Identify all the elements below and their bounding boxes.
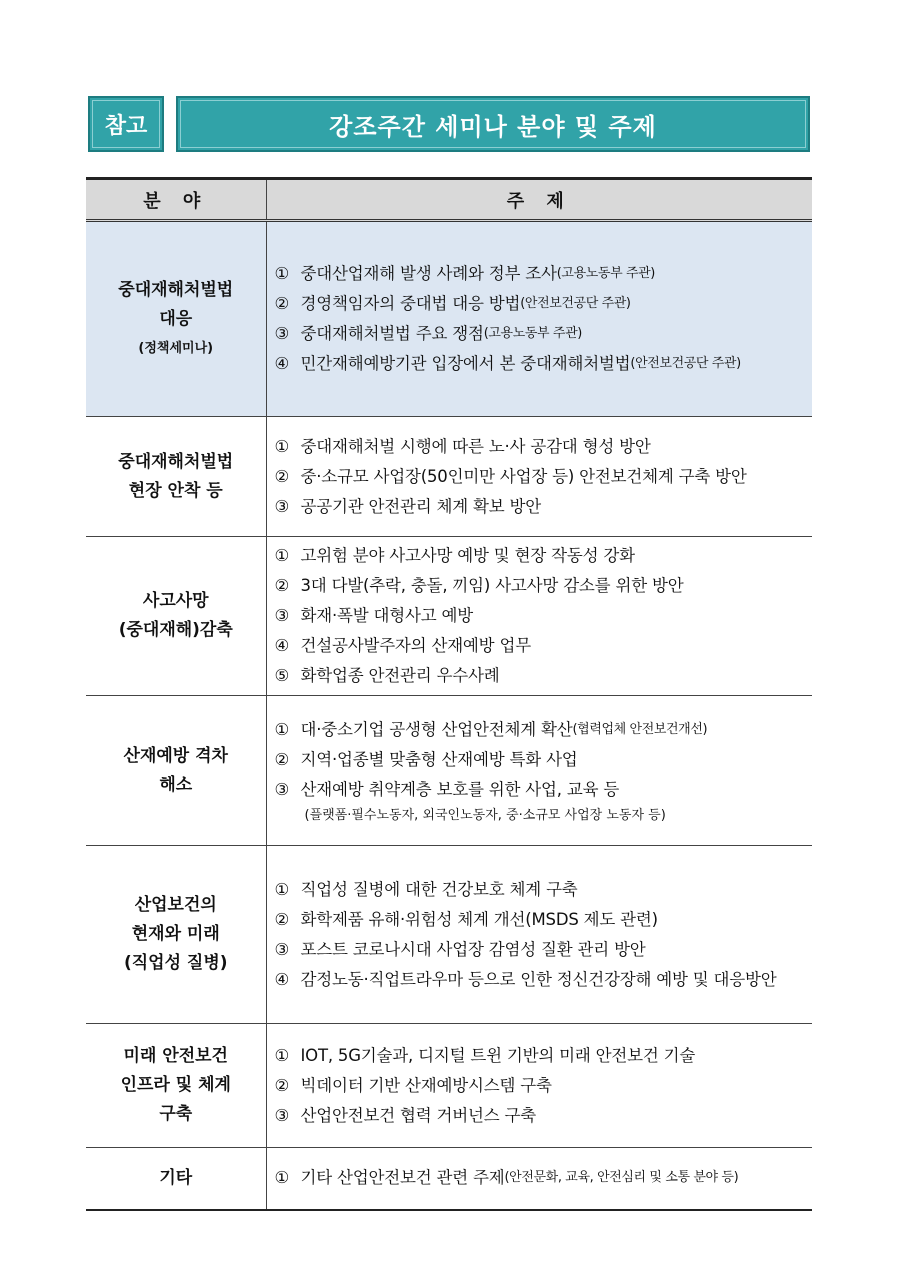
topic-cell <box>266 846 812 1024</box>
topic-item: ⑤ 화학업종 안전관리 우수사례 <box>274 666 500 685</box>
topic-item: ③ 중대재해처벌법 주요 쟁점 (고용노동부 주관) <box>274 324 582 343</box>
table-row <box>86 696 812 846</box>
field-line: (직업성 질병) <box>123 953 228 973</box>
topic-cell <box>266 537 812 696</box>
field-note: (정책세미나) <box>138 340 214 356</box>
seminar-topics-table <box>86 177 812 1211</box>
title-bar <box>88 96 810 152</box>
topic-item: ① 직업성 질병에 대한 건강보호 체계 구축 <box>274 879 578 899</box>
topic-item: ④ 민간재해예방기관 입장에서 본 중대재해처벌법 (안전보건공단 주관) <box>274 354 741 373</box>
field-line: 중대재해처벌법 <box>118 451 234 472</box>
reference-tag: 참고 <box>88 96 164 152</box>
field-line: 사고사망 <box>142 591 209 611</box>
topic-item: ① 중대재해처벌 시행에 따른 노·사 공감대 형성 방안 <box>274 436 651 456</box>
field-line: 현재와 미래 <box>131 924 220 944</box>
topic-cell <box>266 221 812 417</box>
topic-item: ① 대·중소기업 공생형 산업안전체계 확산 (협력업체 안전보건개선) <box>274 719 708 739</box>
column-header-topic: 주 제 <box>266 179 812 221</box>
field-cell <box>86 1148 266 1210</box>
field-line: 인프라 및 체계 <box>120 1075 231 1095</box>
topic-item: ③ 화재·폭발 대형사고 예방 <box>274 606 474 625</box>
field-line: 산재예방 격차 <box>123 745 228 766</box>
table-row <box>86 1148 812 1210</box>
topic-item: ③ 공공기관 안전관리 체계 확보 방안 <box>274 496 542 516</box>
topic-item: ④ 건설공사발주자의 산재예방 업무 <box>274 636 531 655</box>
topic-sub-note: (플랫폼·필수노동자, 외국인노동자, 중·소규모 사업장 노동자 등) <box>304 807 666 823</box>
field-line: (중대재해)감축 <box>118 620 233 640</box>
field-line: 대응 <box>159 308 193 329</box>
topic-item: ④ 감정노동·직업트라우마 등으로 인한 정신건강장해 예방 및 대응방안 <box>274 969 777 989</box>
topic-cell <box>266 696 812 846</box>
field-line: 구축 <box>159 1104 193 1124</box>
table-row <box>86 846 812 1024</box>
field-cell <box>86 537 266 696</box>
field-line: 해소 <box>159 774 193 795</box>
table-header-row <box>86 179 812 221</box>
topic-item: ③ 산업안전보건 협력 거버넌스 구축 <box>274 1105 536 1125</box>
page-title: 강조주간 세미나 분야 및 주제 <box>176 96 810 152</box>
topic-item: ① 기타 산업안전보건 관련 주제 (안전문화, 교육, 안전심리 및 소통 분야 등) <box>274 1168 739 1188</box>
field-line: 산업보건의 <box>134 895 217 915</box>
topic-item: ② 지역·업종별 맞춤형 산재예방 특화 사업 <box>274 749 578 769</box>
field-line: 기타 <box>159 1167 193 1188</box>
topic-item: ① 중대산업재해 발생 사례와 정부 조사 (고용노동부 주관) <box>274 264 655 283</box>
topic-cell <box>266 417 812 537</box>
table-row <box>86 537 812 696</box>
topic-item: ③ 산재예방 취약계층 보호를 위한 사업, 교육 등 <box>274 779 620 799</box>
topic-item: ② 3대 다발(추락, 충돌, 끼임) 사고사망 감소를 위한 방안 <box>274 576 684 595</box>
table-row <box>86 417 812 537</box>
topic-item: ③ 포스트 코로나시대 사업장 감염성 질환 관리 방안 <box>274 939 646 959</box>
field-line: 현장 안착 등 <box>128 480 223 501</box>
topic-item: ② 경영책임자의 중대법 대응 방법 (안전보건공단 주관) <box>274 294 631 313</box>
field-line: 미래 안전보건 <box>123 1046 228 1066</box>
topic-cell <box>266 1148 812 1210</box>
column-header-field: 분 야 <box>86 179 266 221</box>
topic-item: ② 중·소규모 사업장(50인미만 사업장 등) 안전보건체계 구축 방안 <box>274 466 747 486</box>
field-cell <box>86 1024 266 1148</box>
field-cell <box>86 846 266 1024</box>
topic-cell <box>266 1024 812 1148</box>
field-cell <box>86 221 266 417</box>
field-cell <box>86 696 266 846</box>
topic-item: ② 빅데이터 기반 산재예방시스템 구축 <box>274 1075 552 1095</box>
topic-item: ① IOT, 5G기술과, 디지털 트윈 기반의 미래 안전보건 기술 <box>274 1045 696 1065</box>
table-row <box>86 1024 812 1148</box>
topic-item: ① 고위험 분야 사고사망 예방 및 현장 작동성 강화 <box>274 546 635 565</box>
table-row <box>86 221 812 417</box>
topic-item: ② 화학제품 유해·위험성 체계 개선(MSDS 제도 관련) <box>274 909 658 929</box>
field-cell <box>86 417 266 537</box>
field-line: 중대재해처벌법 <box>118 279 234 300</box>
